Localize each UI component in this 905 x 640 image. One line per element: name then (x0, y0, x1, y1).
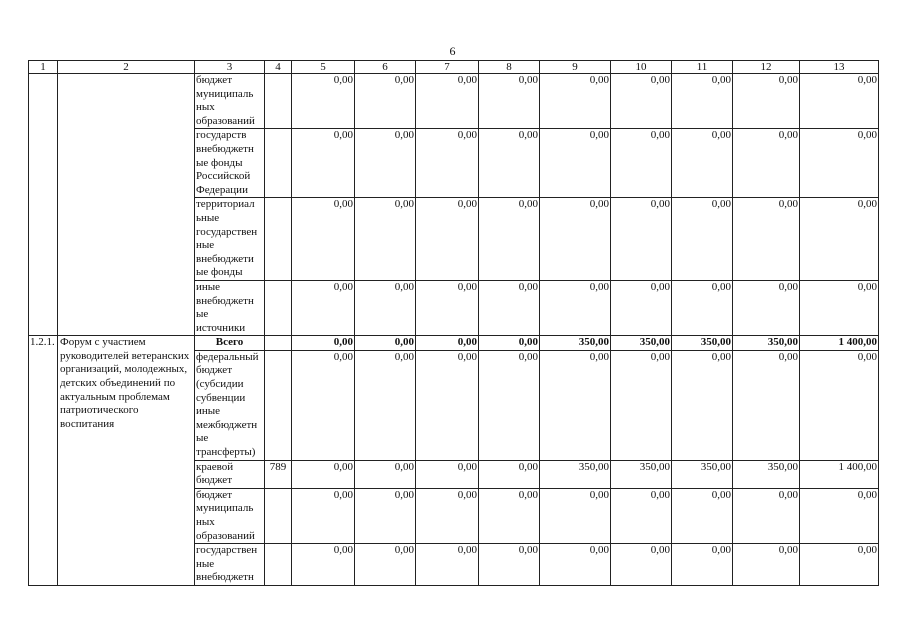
value-cell: 0,00 (479, 129, 540, 198)
budget-code-cell: 789 (265, 460, 292, 488)
value-cell: 350,00 (672, 460, 733, 488)
value-cell: 0,00 (611, 129, 672, 198)
value-cell: 0,00 (733, 74, 800, 129)
value-cell: 0,00 (292, 280, 355, 335)
value-cell: 0,00 (292, 198, 355, 281)
column-header: 1 (29, 61, 58, 74)
value-cell: 0,00 (540, 350, 611, 460)
value-cell: 0,00 (355, 129, 416, 198)
value-cell: 0,00 (672, 74, 733, 129)
value-cell: 0,00 (733, 198, 800, 281)
event-name-cell: Форум с участием руководителей ветеранских организаций, молодежных, детских объединений по актуальным проблемам патриотического воспитания (58, 336, 195, 586)
value-cell: 350,00 (540, 460, 611, 488)
budget-code-cell (265, 129, 292, 198)
value-cell: 0,00 (611, 544, 672, 586)
value-cell: 0,00 (355, 460, 416, 488)
column-header: 11 (672, 61, 733, 74)
value-cell: 0,00 (540, 280, 611, 335)
value-cell: 0,00 (733, 544, 800, 586)
funding-source-cell: Всего (195, 336, 265, 351)
budget-table (28, 60, 879, 586)
page-number: 6 (449, 44, 456, 58)
column-header: 4 (265, 61, 292, 74)
value-cell: 0,00 (800, 198, 879, 281)
value-cell: 0,00 (672, 280, 733, 335)
value-cell: 0,00 (416, 74, 479, 129)
funding-source-cell: государствен ные внебюджетн (195, 544, 265, 586)
table-row (29, 74, 879, 129)
value-cell: 0,00 (540, 544, 611, 586)
value-cell: 0,00 (355, 350, 416, 460)
value-cell: 0,00 (355, 488, 416, 543)
value-cell: 0,00 (355, 544, 416, 586)
budget-code-cell (265, 336, 292, 351)
value-cell: 0,00 (416, 280, 479, 335)
value-cell: 0,00 (416, 350, 479, 460)
value-cell: 0,00 (479, 544, 540, 586)
column-header: 12 (733, 61, 800, 74)
value-cell: 0,00 (800, 488, 879, 543)
budget-code-cell (265, 74, 292, 129)
value-cell: 0,00 (800, 74, 879, 129)
value-cell: 0,00 (292, 460, 355, 488)
value-cell: 0,00 (479, 350, 540, 460)
value-cell: 0,00 (355, 198, 416, 281)
column-header: 7 (416, 61, 479, 74)
column-header: 6 (355, 61, 416, 74)
value-cell: 0,00 (292, 488, 355, 543)
value-cell: 0,00 (416, 336, 479, 351)
value-cell: 0,00 (479, 74, 540, 129)
value-cell: 350,00 (540, 336, 611, 351)
value-cell: 350,00 (611, 460, 672, 488)
value-cell: 0,00 (733, 129, 800, 198)
funding-source-cell: территориал ьные государствен ные внебюджети ые фонды (195, 198, 265, 281)
table-row-total (29, 336, 879, 351)
budget-code-cell (265, 488, 292, 543)
value-cell: 0,00 (733, 280, 800, 335)
value-cell: 0,00 (540, 129, 611, 198)
value-cell: 0,00 (355, 336, 416, 351)
value-cell: 0,00 (672, 350, 733, 460)
value-cell: 350,00 (611, 336, 672, 351)
funding-source-cell: бюджет муниципаль ных образований (195, 74, 265, 129)
value-cell: 0,00 (800, 280, 879, 335)
value-cell: 0,00 (479, 280, 540, 335)
value-cell: 0,00 (611, 74, 672, 129)
value-cell: 0,00 (611, 280, 672, 335)
value-cell: 350,00 (733, 336, 800, 351)
funding-source-cell: бюджет муниципаль ных образований (195, 488, 265, 543)
value-cell: 350,00 (672, 336, 733, 351)
value-cell: 0,00 (672, 198, 733, 281)
value-cell: 0,00 (355, 280, 416, 335)
funding-source-cell: государств внебюджетн ые фонды Российской Федерации (195, 129, 265, 198)
value-cell: 0,00 (292, 544, 355, 586)
column-header: 2 (58, 61, 195, 74)
value-cell: 0,00 (416, 198, 479, 281)
budget-code-cell (265, 350, 292, 460)
budget-code-cell (265, 198, 292, 281)
budget-code-cell (265, 544, 292, 586)
value-cell: 0,00 (800, 544, 879, 586)
column-header: 10 (611, 61, 672, 74)
value-cell: 0,00 (672, 544, 733, 586)
budget-code-cell (265, 280, 292, 335)
value-cell: 0,00 (416, 129, 479, 198)
value-cell: 0,00 (479, 336, 540, 351)
value-cell: 0,00 (416, 488, 479, 543)
value-cell: 0,00 (733, 488, 800, 543)
value-cell: 0,00 (800, 350, 879, 460)
value-cell: 350,00 (733, 460, 800, 488)
column-header: 3 (195, 61, 265, 74)
value-cell: 0,00 (672, 488, 733, 543)
event-name-cell (58, 74, 195, 336)
column-header: 8 (479, 61, 540, 74)
funding-source-cell: федеральный бюджет (субсидии субвенции иные межбюджетн ые трансферты) (195, 350, 265, 460)
value-cell: 0,00 (292, 74, 355, 129)
value-cell: 0,00 (479, 488, 540, 543)
value-cell: 0,00 (292, 350, 355, 460)
value-cell: 0,00 (611, 198, 672, 281)
column-header: 13 (800, 61, 879, 74)
funding-source-cell: краевой бюджет (195, 460, 265, 488)
value-cell: 0,00 (540, 198, 611, 281)
value-cell: 0,00 (416, 460, 479, 488)
value-cell: 1 400,00 (800, 336, 879, 351)
value-cell: 0,00 (416, 544, 479, 586)
header-row (29, 61, 879, 74)
value-cell: 0,00 (292, 336, 355, 351)
value-cell: 1 400,00 (800, 460, 879, 488)
event-code-cell: 1.2.1. (29, 336, 58, 586)
value-cell: 0,00 (479, 198, 540, 281)
event-code-cell (29, 74, 58, 336)
value-cell: 0,00 (292, 129, 355, 198)
value-cell: 0,00 (355, 74, 416, 129)
value-cell: 0,00 (479, 460, 540, 488)
value-cell: 0,00 (672, 129, 733, 198)
value-cell: 0,00 (611, 350, 672, 460)
column-header: 9 (540, 61, 611, 74)
value-cell: 0,00 (540, 74, 611, 129)
column-header: 5 (292, 61, 355, 74)
value-cell: 0,00 (611, 488, 672, 543)
funding-source-cell: иные внебюджетн ые источники (195, 280, 265, 335)
value-cell: 0,00 (800, 129, 879, 198)
value-cell: 0,00 (540, 488, 611, 543)
value-cell: 0,00 (733, 350, 800, 460)
